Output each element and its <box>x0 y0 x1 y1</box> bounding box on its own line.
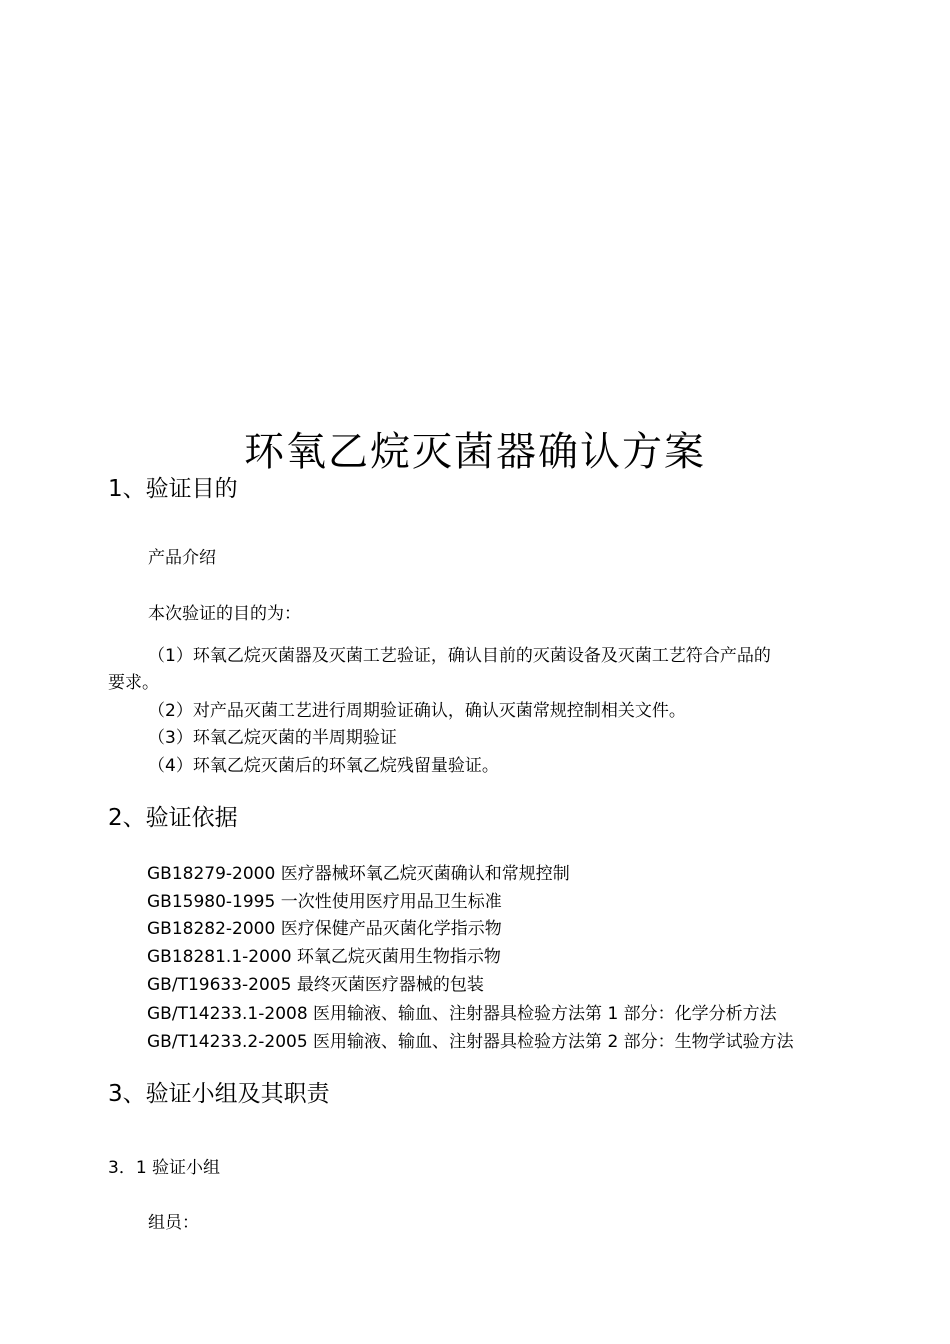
standard-item: GB18282-2000 医疗保健产品灭菌化学指示物 <box>147 919 502 939</box>
product-intro-label: 产品介绍 <box>148 548 216 568</box>
members-label: 组员： <box>148 1213 199 1233</box>
section3-heading: 3、验证小组及其职责 <box>108 1081 330 1107</box>
purpose-item-4: （4）环氧乙烷灭菌后的环氧乙烷残留量验证。 <box>148 756 499 776</box>
section3-1-heading: 3．1 验证小组 <box>108 1158 221 1178</box>
purpose-lead: 本次验证的目的为： <box>148 604 301 624</box>
section2-heading: 2、验证依据 <box>108 805 238 831</box>
purpose-item-1: （1）环氧乙烷灭菌器及灭菌工艺验证，确认目前的灭菌设备及灭菌工艺符合产品的 <box>148 646 771 666</box>
purpose-item-3: （3）环氧乙烷灭菌的半周期验证 <box>148 728 397 748</box>
standard-item: GB15980-1995 一次性使用医疗用品卫生标准 <box>147 892 502 912</box>
purpose-item-1-cont: 要求。 <box>108 673 159 693</box>
document-title: 环氧乙烷灭菌器确认方案 <box>244 429 706 475</box>
standard-item: GB/T19633-2005 最终灭菌医疗器械的包装 <box>147 975 484 995</box>
standard-item: GB/T14233.2-2005 医用输液、输血、注射器具检验方法第 2 部分：生物学试验方法 <box>147 1032 794 1052</box>
section1-heading: 1、验证目的 <box>108 476 238 502</box>
standard-item: GB/T14233.1-2008 医用输液、输血、注射器具检验方法第 1 部分：化学分析方法 <box>147 1004 777 1024</box>
purpose-item-2: （2）对产品灭菌工艺进行周期验证确认，确认灭菌常规控制相关文件。 <box>148 701 686 721</box>
standard-item: GB18281.1-2000 环氧乙烷灭菌用生物指示物 <box>147 947 501 967</box>
standard-item: GB18279-2000 医疗器械环氧乙烷灭菌确认和常规控制 <box>147 864 570 884</box>
